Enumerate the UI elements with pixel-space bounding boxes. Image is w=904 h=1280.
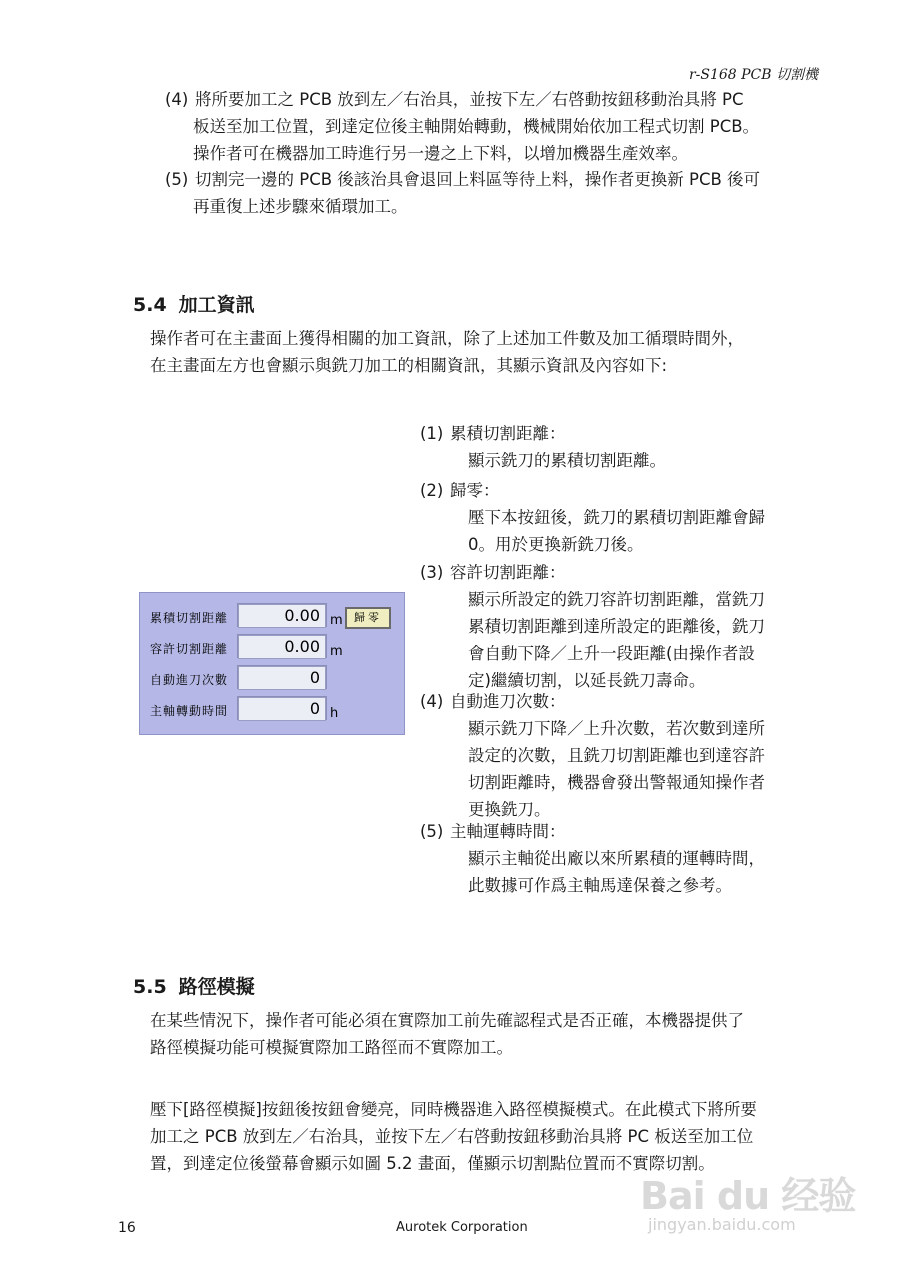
panel-label: 容許切割距離 bbox=[150, 642, 229, 656]
section-number: 5.5 bbox=[133, 976, 167, 998]
text-line: 板送至加工位置，到達定位後主軸開始轉動，機械開始依加工程式切割 PCB。 bbox=[193, 117, 760, 136]
panel-row-spindle-time bbox=[140, 696, 406, 724]
panel-row-allowed-distance bbox=[140, 634, 406, 662]
panel-row-auto-feed-count bbox=[140, 665, 406, 693]
section-5-4-heading bbox=[133, 290, 255, 317]
item-title: 自動進刀次數： bbox=[450, 692, 566, 711]
value-display: 0.00 bbox=[238, 604, 326, 628]
text-line: 此數據可作爲主軸馬達保養之參考。 bbox=[468, 876, 732, 895]
intro-item-5 bbox=[165, 166, 825, 220]
section-number: 5.4 bbox=[133, 294, 167, 316]
item-number: (3) bbox=[420, 563, 444, 582]
text-line: 累積切割距離到達所設定的距離後，銑刀 bbox=[468, 617, 765, 636]
value-field bbox=[237, 603, 327, 627]
item-number: (4) bbox=[165, 90, 189, 109]
panel-label: 累積切割距離 bbox=[150, 611, 229, 625]
item-title: 主軸運轉時間： bbox=[450, 822, 566, 841]
reset-button[interactable]: 歸零 bbox=[345, 607, 391, 629]
text-line: 顯示銑刀下降／上升次數，若次數到達所 bbox=[468, 719, 765, 738]
info-item-2 bbox=[420, 477, 820, 558]
text-line: 定)繼續切割，以延長銑刀壽命。 bbox=[468, 671, 706, 690]
text-line: 顯示所設定的銑刀容許切割距離，當銑刀 bbox=[468, 590, 765, 609]
item-number: (4) bbox=[420, 692, 444, 711]
item-number: (5) bbox=[420, 822, 444, 841]
item-title: 歸零： bbox=[450, 481, 500, 500]
value-field bbox=[237, 634, 327, 658]
baidu-watermark-url: jingyan.baidu.com bbox=[648, 1215, 796, 1234]
machining-info-panel bbox=[139, 592, 405, 735]
running-header: r-S168 PCB 切割機 bbox=[688, 67, 818, 83]
text-line: 在某些情況下，操作者可能必須在實際加工前先確認程式是否正確，本機器提供了 bbox=[150, 1011, 744, 1030]
text-line: 會自動下降／上升一段距離(由操作者設 bbox=[468, 644, 755, 663]
intro-item-4 bbox=[165, 86, 825, 167]
text-line: 置，到達定位後螢幕會顯示如圖 5.2 畫面，僅顯示切割點位置而不實際切割。 bbox=[150, 1154, 715, 1173]
unit-label: h bbox=[330, 706, 339, 721]
text-line: 壓下本按鈕後，銑刀的累積切割距離會歸 bbox=[468, 508, 765, 527]
unit-label: m bbox=[330, 613, 343, 628]
text-line: 路徑模擬功能可模擬實際加工路徑而不實際加工。 bbox=[150, 1038, 513, 1057]
item-number: (2) bbox=[420, 481, 444, 500]
section-title: 加工資訊 bbox=[178, 294, 255, 316]
text-line: 設定的次數，且銑刀切割距離也到達容許 bbox=[468, 746, 765, 765]
text-line: 將所要加工之 PCB 放到左／右治具，並按下左／右啓動按鈕移動治具將 PC bbox=[195, 90, 744, 109]
info-item-4 bbox=[420, 688, 820, 823]
panel-label: 自動進刀次數 bbox=[150, 673, 229, 687]
panel-label: 主軸轉動時間 bbox=[150, 704, 229, 718]
text-line: 在主畫面左方也會顯示與銑刀加工的相關資訊，其顯示資訊及內容如下: bbox=[150, 356, 668, 375]
text-line: 加工之 PCB 放到左／右治具，並按下左／右啓動按鈕移動治具將 PC 板送至加工位 bbox=[150, 1127, 754, 1146]
section-title: 路徑模擬 bbox=[178, 976, 255, 998]
text-line: 0。用於更換新銑刀後。 bbox=[468, 535, 644, 554]
item-title: 容許切割距離： bbox=[450, 563, 566, 582]
section-5-4-body bbox=[150, 325, 840, 379]
footer-company: Aurotek Corporation bbox=[396, 1220, 528, 1235]
value-display: 0.00 bbox=[238, 635, 326, 659]
text-line: 更換銑刀。 bbox=[468, 800, 551, 819]
panel-row-cumulative-distance bbox=[140, 603, 406, 631]
section-5-5-heading bbox=[133, 972, 255, 999]
text-line: 壓下[路徑模擬]按鈕後按鈕會變亮，同時機器進入路徑模擬模式。在此模式下將所要 bbox=[150, 1100, 757, 1119]
info-item-3 bbox=[420, 559, 820, 694]
page-number: 16 bbox=[118, 1220, 136, 1236]
baidu-watermark-logo: Bai du 经验 bbox=[640, 1174, 856, 1218]
value-display: 0 bbox=[238, 666, 326, 690]
value-field bbox=[237, 665, 327, 689]
text-line: 顯示主軸從出廠以來所累積的運轉時間， bbox=[468, 849, 765, 868]
text-line: 切割完一邊的 PCB 後該治具會退回上料區等待上料，操作者更換新 PCB 後可 bbox=[195, 170, 761, 189]
item-number: (1) bbox=[420, 424, 444, 443]
text-line: 顯示銑刀的累積切割距離。 bbox=[468, 451, 666, 470]
text-line: 切割距離時，機器會發出警報通知操作者 bbox=[468, 773, 765, 792]
unit-label: m bbox=[330, 644, 343, 659]
text-line: 再重復上述步驟來循環加工。 bbox=[193, 197, 408, 216]
info-item-5 bbox=[420, 818, 820, 899]
text-line: 操作者可在主畫面上獲得相關的加工資訊，除了上述加工件數及加工循環時間外， bbox=[150, 329, 744, 348]
info-item-1 bbox=[420, 420, 820, 474]
text-line: 操作者可在機器加工時進行另一邊之上下料，以增加機器生產效率。 bbox=[193, 144, 688, 163]
value-display: 0 bbox=[238, 697, 326, 721]
item-title: 累積切割距離： bbox=[450, 424, 566, 443]
section-5-5-para-1 bbox=[150, 1007, 840, 1061]
value-field bbox=[237, 696, 327, 720]
item-number: (5) bbox=[165, 170, 189, 189]
